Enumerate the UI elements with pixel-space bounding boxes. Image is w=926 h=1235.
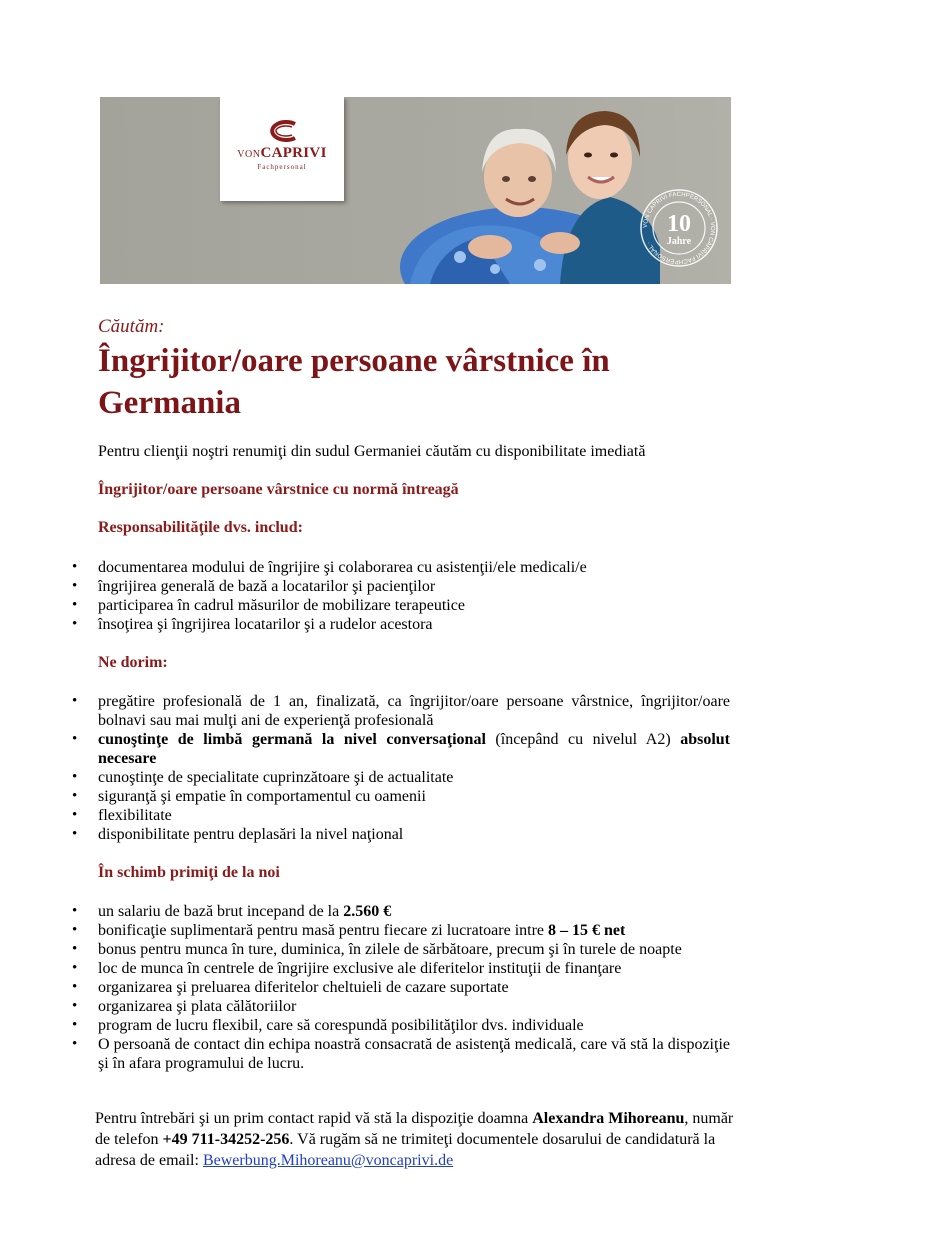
- list-item: • pregătire profesională de 1 an, finalizată, ca îngrijitor/oare persoane vârstnice, îngrijitor/oare bolnavi sau mai mulţi ani de experienţă profesională: [98, 692, 730, 730]
- header-banner: [100, 97, 731, 284]
- benefits-list: [98, 902, 730, 1073]
- responsibilities-heading: Responsabilităţile dvs. includ:: [98, 519, 303, 536]
- job-posting: [98, 316, 730, 1073]
- contact-phone: +49 711-34252-256: [162, 1131, 290, 1148]
- intro-text: Pentru clienţii noştri renumiţi din sudul Germaniei căutăm cu disponibilitate imediată: [98, 443, 646, 460]
- requirements-heading: Ne dorim:: [98, 654, 168, 671]
- list-item: • program de lucru flexibil, care să corespundă posibilităţilor dvs. individuale: [98, 1016, 730, 1035]
- list-item: • cunoştinţe de specialitate cuprinzătoare şi de actualitate: [98, 768, 730, 787]
- requirements-list: [98, 692, 730, 844]
- list-item: • documentarea modului de îngrijire şi colaborarea cu asistenţii/ele medicali/e: [98, 558, 730, 577]
- list-item: • siguranţă şi empatie în comportamentul cu oamenii: [98, 787, 730, 806]
- responsibilities-list: [98, 558, 730, 634]
- list-item: • disponibilitate pentru deplasări la nivel naţional: [98, 825, 730, 844]
- list-item: • organizarea şi preluarea diferitelor cheltuieli de cazare suportate: [98, 978, 730, 997]
- list-item: [98, 730, 730, 768]
- list-item: • flexibilitate: [98, 806, 730, 825]
- meal-bonus-amount: 8 – 15 € net: [548, 922, 626, 939]
- list-item: • îngrijirea generală de bază a locatarilor şi pacienţilor: [98, 577, 730, 596]
- list-item: • însoţirea şi îngrijirea locatarilor şi a rudelor acestora: [98, 615, 730, 634]
- page-title: Îngrijitor/oare persoane vârstnice în Germania: [98, 343, 610, 421]
- caregiver-photo: [400, 97, 660, 284]
- list-item: [98, 921, 730, 940]
- list-item: • bonus pentru munca în ture, duminica, în zilele de sărbătoare, precum şi în turele de noapte: [98, 940, 730, 959]
- email-link[interactable]: Bewerbung.Mihoreanu@voncaprivi.de: [202, 1152, 454, 1169]
- contact-text: . Vă rugăm să ne trimiteţi documentele dosarului de candidatură la adresa de email:: [95, 1131, 716, 1169]
- salary-text: un salariu de bază brut incepand de la: [98, 903, 344, 920]
- benefits-heading: În schimb primiţi de la noi: [98, 864, 280, 881]
- language-level: (începând cu nivelul A2): [485, 731, 681, 748]
- salary-amount: 2.560 €: [343, 903, 392, 920]
- list-item: [98, 902, 730, 921]
- seal-ring-text: VON CAPRIVI FACHPERSONAL · VON CAPRIVI FACHPERSONAL ·: [642, 191, 716, 265]
- list-item: • O persoană de contact din echipa noastră consacrată de asistenţă medicală, care vă stă la dispoziţie şi în afara programului de lucru.: [98, 1035, 730, 1073]
- list-item: • participarea în cadrul măsurilor de mobilizare terapeutice: [98, 596, 730, 615]
- language-requirement: cunoştinţe de limbă germană la nivel conversaţional: [98, 731, 486, 748]
- caprivi-c-icon: [262, 119, 302, 143]
- contact-name: Alexandra Mihoreanu: [532, 1110, 685, 1127]
- logo-caprivi: CAPRIVI: [260, 145, 327, 161]
- company-logo: [220, 97, 344, 201]
- contact-paragraph: [95, 1108, 735, 1171]
- list-item: • loc de munca în centrele de îngrijire exclusive ale diferitelor instituţii de finanţare: [98, 959, 730, 978]
- logo-von: VON: [237, 149, 261, 160]
- contact-text: Pentru întrebări şi un prim contact rapid vă stă la dispoziţie doamna: [95, 1110, 533, 1127]
- kicker: Căutăm:: [98, 316, 165, 337]
- list-item: • organizarea şi plata călătoriilor: [98, 997, 730, 1016]
- contact-text: , număr de telefon: [95, 1110, 734, 1148]
- meal-bonus-text: bonificaţie suplimentară pentru masă pentru fiecare zi lucratoare intre: [98, 922, 549, 939]
- logo-wordmark: [220, 145, 344, 162]
- anniversary-seal-icon: [638, 187, 720, 269]
- position-title: Îngrijitor/oare persoane vârstnice cu normă întreagă: [98, 481, 459, 498]
- seal-number: 10: [667, 211, 691, 237]
- logo-subtitle: Fachpersonal: [257, 163, 307, 171]
- seal-label: Jahre: [666, 236, 692, 247]
- required-note: absolut necesare: [98, 731, 730, 767]
